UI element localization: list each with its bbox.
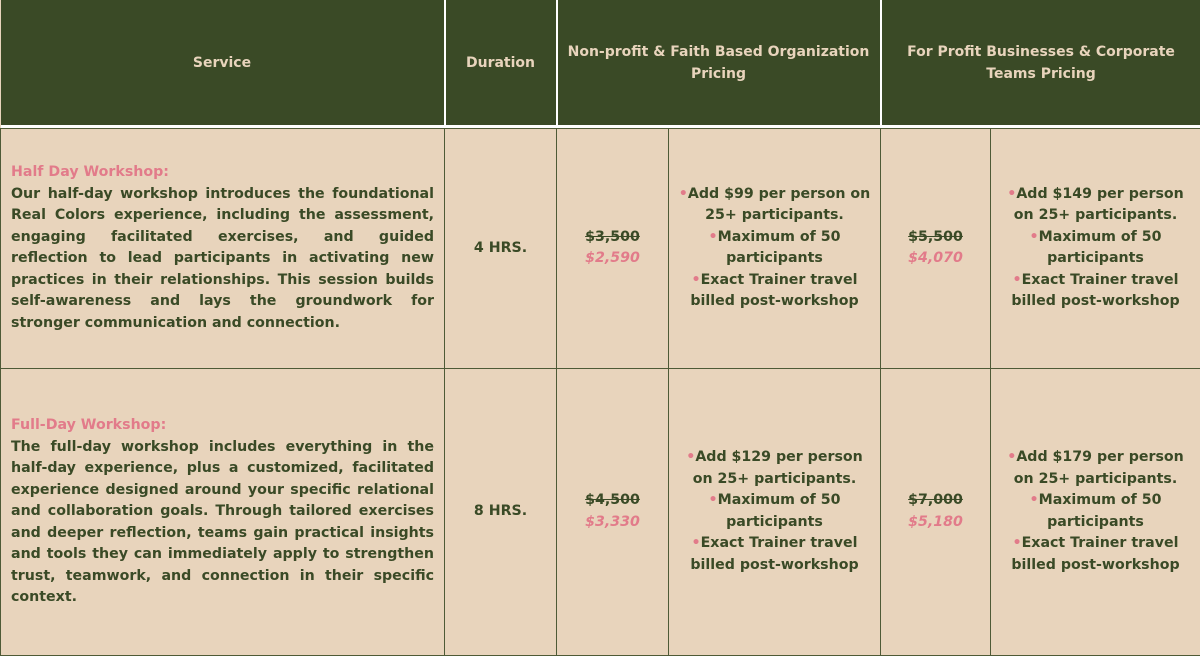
original-price: $5,500 xyxy=(908,228,963,245)
note-item: •Maximum of 50 participants xyxy=(1029,492,1162,530)
note-item: •Maximum of 50 participants xyxy=(708,492,841,530)
note-item: •Add $149 per person on 25+ participants. xyxy=(1007,185,1184,224)
nonprofit-price-cell xyxy=(557,129,669,369)
forprofit-price-cell xyxy=(881,129,991,369)
original-price: $7,000 xyxy=(908,492,963,509)
nonprofit-price-cell xyxy=(557,368,669,655)
bullet-icon: • xyxy=(1007,449,1017,466)
bullet-icon: • xyxy=(708,492,718,509)
duration-cell: 8 HRS. xyxy=(445,368,557,655)
note-item: •Exact Trainer travel billed post-workshop xyxy=(690,271,859,310)
nonprofit-notes-cell xyxy=(669,129,881,369)
note-item: •Add $129 per person on 25+ participants. xyxy=(686,449,863,487)
note-item: •Exact Trainer travel billed post-workshop xyxy=(690,535,859,573)
header-row xyxy=(1,0,1200,125)
service-cell xyxy=(1,368,445,655)
note-item: •Add $99 per person on 25+ participants. xyxy=(678,185,871,224)
original-price: $3,500 xyxy=(585,228,640,245)
original-price: $4,500 xyxy=(585,492,640,509)
forprofit-notes-cell xyxy=(991,368,1200,655)
service-title: Half Day Workshop: xyxy=(11,164,169,181)
bullet-icon: • xyxy=(1012,535,1022,552)
discounted-price: $2,590 xyxy=(585,250,640,267)
bullet-icon: • xyxy=(1007,185,1017,202)
header-forprofit-pricing: For Profit Businesses & Corporate Teams Pricing xyxy=(881,0,1200,125)
table-row xyxy=(1,129,1200,369)
bullet-icon: • xyxy=(1029,492,1039,509)
service-title: Full-Day Workshop: xyxy=(11,417,167,434)
table-row xyxy=(1,368,1200,655)
forprofit-price-cell xyxy=(881,368,991,655)
forprofit-notes-cell xyxy=(991,129,1200,369)
duration-cell: 4 HRS. xyxy=(445,129,557,369)
bullet-icon: • xyxy=(691,271,701,288)
header-nonprofit-pricing: Non-profit & Faith Based Organization Pricing xyxy=(557,0,881,125)
service-description: The full-day workshop includes everything in the half-day experience, plus a customized, facilitated experience designed around your specific relational and collaboration goals. Through tailored exercises and deeper reflection, teams gain practical insights and tools they can immediately apply to strengthen trust, teamwork, and connection in their specific context. xyxy=(11,438,434,606)
note-item: •Exact Trainer travel billed post-workshop xyxy=(1011,535,1180,573)
note-item: •Add $179 per person on 25+ participants. xyxy=(1007,449,1184,487)
bullet-icon: • xyxy=(1012,271,1022,288)
header-duration: Duration xyxy=(445,0,557,125)
service-cell xyxy=(1,129,445,369)
service-description: Our half-day workshop introduces the foundational Real Colors experience, including the assessment, engaging facilitated exercises, and guided reflection to lead participants in activating new practices in their relationships. This session builds self-awareness and lays the groundwork for stronger communication and connection. xyxy=(11,185,434,331)
header-service: Service xyxy=(1,0,445,125)
note-item: •Maximum of 50 participants xyxy=(708,228,841,267)
discounted-price: $4,070 xyxy=(908,250,963,267)
note-item: •Maximum of 50 participants xyxy=(1029,228,1162,267)
note-item: •Exact Trainer travel billed post-workshop xyxy=(1011,271,1180,310)
bullet-icon: • xyxy=(708,228,718,245)
bullet-icon: • xyxy=(678,185,688,202)
discounted-price: $5,180 xyxy=(908,513,963,530)
bullet-icon: • xyxy=(686,449,696,466)
nonprofit-notes-cell xyxy=(669,368,881,655)
discounted-price: $3,330 xyxy=(585,513,640,530)
bullet-icon: • xyxy=(691,535,701,552)
bullet-icon: • xyxy=(1029,228,1039,245)
